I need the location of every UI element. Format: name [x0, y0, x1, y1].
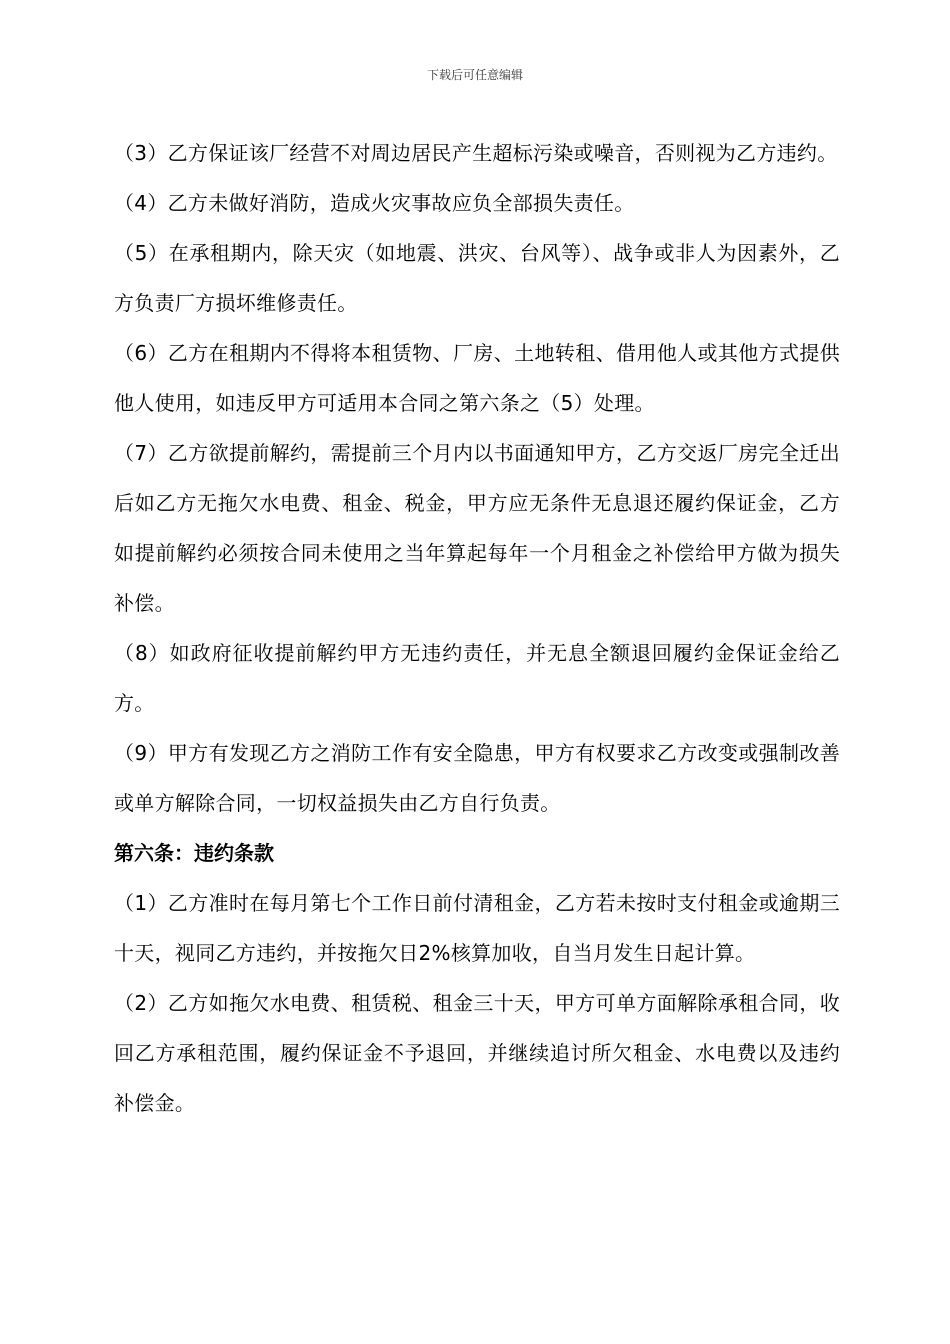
clause-5-9: （9）甲方有发现乙方之消防工作有安全隐患，甲方有权要求乙方改变或强制改善或单方解除合同，一切权益损失由乙方自行负责。	[114, 741, 840, 815]
clause-5-7: （7）乙方欲提前解约，需提前三个月内以书面通知甲方，乙方交返厂房完全迁出后如乙方无拖欠水电费、租金、税金，甲方应无条件无息退还履约保证金，乙方如提前解约必须按合同未使用之当年算起每年一个月租金之补偿给甲方做为损失补偿。	[114, 441, 840, 615]
article-6-heading: 第六条：违约条款	[114, 841, 274, 865]
clause-5-4: （4）乙方未做好消防，造成火灾事故应负全部损失责任。	[114, 191, 635, 215]
clause-5-6: （6）乙方在租期内不得将本租赁物、厂房、土地转租、借用他人或其他方式提供他人使用，如违反甲方可适用本合同之第六条之（5）处理。	[114, 341, 840, 415]
page-header: 下载后可任意编辑	[426, 68, 523, 82]
clause-5-8: （8）如政府征收提前解约甲方无违约责任，并无息全额退回履约金保证金给乙方。	[114, 641, 840, 715]
clause-6-1: （1）乙方准时在每月第七个工作日前付清租金，乙方若未按时支付租金或逾期三十天，视同乙方违约，并按拖欠日2%核算加收，自当月发生日起计算。	[114, 891, 840, 965]
clause-6-2: （2）乙方如拖欠水电费、租赁税、租金三十天，甲方可单方面解除承租合同，收回乙方承租范围，履约保证金不予退回，并继续追讨所欠租金、水电费以及违约补偿金。	[114, 991, 840, 1115]
document-body	[114, 128, 840, 1128]
clause-5-3: （3）乙方保证该厂经营不对周边居民产生超标污染或噪音，否则视为乙方违约。	[114, 141, 838, 165]
clause-5-5: （5）在承租期内，除天灾（如地震、洪灾、台风等）、战争或非人为因素外，乙方负责厂方损坏维修责任。	[114, 241, 840, 315]
